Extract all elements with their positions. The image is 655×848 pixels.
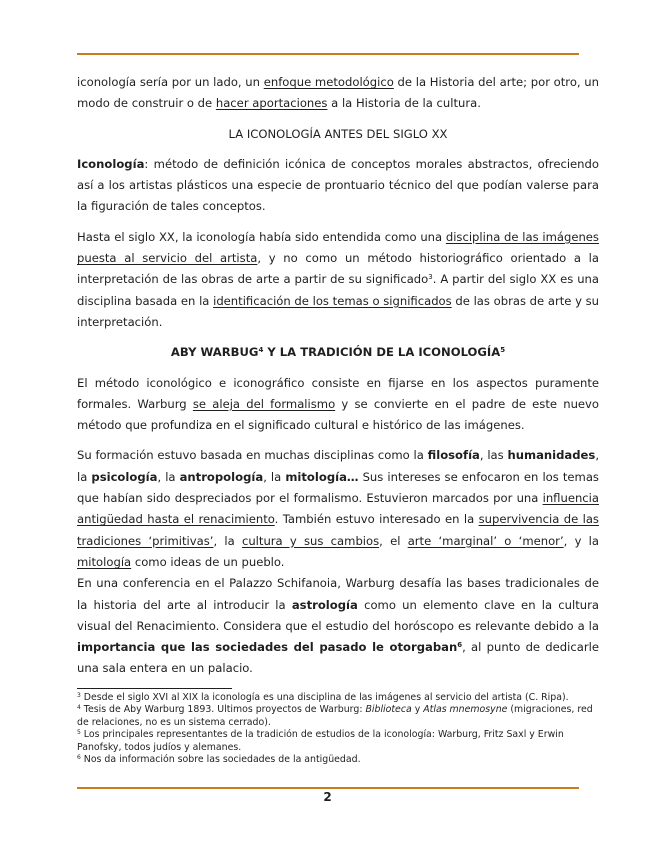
footnote-ref-5[interactable]: 5 bbox=[500, 346, 506, 355]
bold-term: psicología bbox=[91, 469, 158, 484]
paragraph-metodo: El método iconológico e iconográfico consiste en fijarse en los aspectos puramente formales. Warburg se aleja del formalismo y se convierte en el padre de este nuevo método que profundiza en el significado cultural e histórico de las imágenes. bbox=[77, 375, 600, 433]
footnote-ref-6[interactable]: 6 bbox=[457, 641, 463, 650]
underlined-phrase: mitología bbox=[77, 554, 132, 569]
header-rule bbox=[77, 53, 579, 55]
underlined-phrase: se aleja del formalismo bbox=[192, 396, 336, 411]
paragraph-hasta-siglo-xx: Hasta el siglo XX, la iconología había sido entendida como una disciplina de las imágenes puesta al servicio del artista, y no como un método historiográfico orientado a la interpretación de las obras de arte a partir de su significado$^3$. A partir del siglo XX es una disciplina basada en la identificación de los temas o significados de las obras de arte y su interpretación. bbox=[77, 229, 600, 329]
underlined-phrase: cultura y sus cambios bbox=[241, 533, 380, 548]
underlined-phrase: enfoque metodológico bbox=[263, 75, 394, 89]
bold-term: humanidades bbox=[507, 448, 596, 463]
underlined-phrase: disciplina de las imágenes puesta al servicio del artista bbox=[77, 229, 599, 266]
footnotes bbox=[77, 692, 597, 766]
paragraph-schifanoia: En una conferencia en el Palazzo Schifanoia, Warburg desafía las bases tradicionales de la historia del arte al introducir la astrología como un elemento clave en la cultura visual del Renacimiento. Considera que el estudio del horóscopo es relevante debido a la importancia que las sociedades del pasado le otorgaban$^6$, al punto de dedicarle una sala entera en un palacio. bbox=[77, 576, 599, 676]
footnote-6: $^6$ Nos da información sobre las sociedades de la antigüedad. bbox=[77, 754, 361, 766]
paragraph-iconologia-definition: Iconología: método de definición icónica de conceptos morales abstractos, ofreciendo así a los artistas plásticos una especie de prontuario técnico del que podían valerse para la figuración de tales conceptos. bbox=[77, 156, 599, 214]
bold-term: mitología… bbox=[285, 469, 359, 484]
underlined-phrase: hacer aportaciones bbox=[215, 96, 328, 111]
footer-rule bbox=[77, 787, 579, 789]
paragraph-formacion: Su formación estuvo basada en muchas disciplinas como la filosofía, las humanidades, la psicología, la antropología, la mitología… Sus intereses se enfocaron en los temas que habían sido despreciados por el formalismo. Estuvieron marcados por una influencia antigüedad hasta el renacimiento. También estuvo interesado en la supervivencia de las tradiciones ‘primitivas’, la cultura y sus cambios, el arte ‘marginal’ o ‘menor’, y la mitología como ideas de un pueblo. bbox=[77, 448, 599, 569]
section-heading-warburg: ABY WARBUG$^4$ Y LA TRADICIÓN DE LA ICONOLOGÍA$^5$ bbox=[170, 345, 506, 360]
underlined-phrase: arte ‘marginal’ o ‘menor’ bbox=[407, 533, 564, 548]
footnote-3: $^3$ Desde el siglo XVI al XIX la iconología es una disciplina de las imágenes al servicio del artista (C. Ripa). bbox=[77, 692, 569, 703]
page-body bbox=[77, 72, 599, 680]
bold-term: importancia que las sociedades del pasado le otorgaban bbox=[77, 640, 458, 655]
underlined-phrase: supervivencia de las tradiciones ‘primitivas’ bbox=[77, 512, 599, 548]
footnote-separator bbox=[77, 688, 232, 689]
footnote-4: $^4$ Tesis de Aby Warburg 1893. Ultimos proyectos de Warburg: Biblioteca y Atlas mnemosyne (migraciones, red de relaciones, no es un sistema cerrado). bbox=[77, 704, 593, 728]
bold-term: antropología bbox=[179, 469, 264, 484]
page-number: 2 bbox=[323, 790, 332, 804]
underlined-phrase: identificación de los temas o significados bbox=[213, 293, 452, 308]
footnote-5: $^5$ Los principales representantes de la tradición de estudios de la iconología: Warburg, Fritz Saxl y Erwin Panofsky, todos judíos y alemanes. bbox=[77, 729, 564, 753]
bold-term: Iconología bbox=[77, 156, 145, 171]
bold-term: astrología bbox=[291, 597, 358, 612]
bold-term: filosofía bbox=[427, 448, 480, 463]
section-heading-iconologia: LA ICONOLOGÍA ANTES DEL SIGLO XX bbox=[228, 126, 448, 141]
footnote-ref-3[interactable]: 3 bbox=[428, 273, 433, 282]
underlined-phrase: influencia antigüedad hasta el renacimiento bbox=[77, 491, 599, 527]
paragraph-intro: iconología sería por un lado, un enfoque metodológico de la Historia del arte; por otro, un modo de construir o de hacer aportaciones a la Historia de la cultura. bbox=[77, 75, 600, 111]
footnote-ref-4[interactable]: 4 bbox=[258, 346, 264, 355]
